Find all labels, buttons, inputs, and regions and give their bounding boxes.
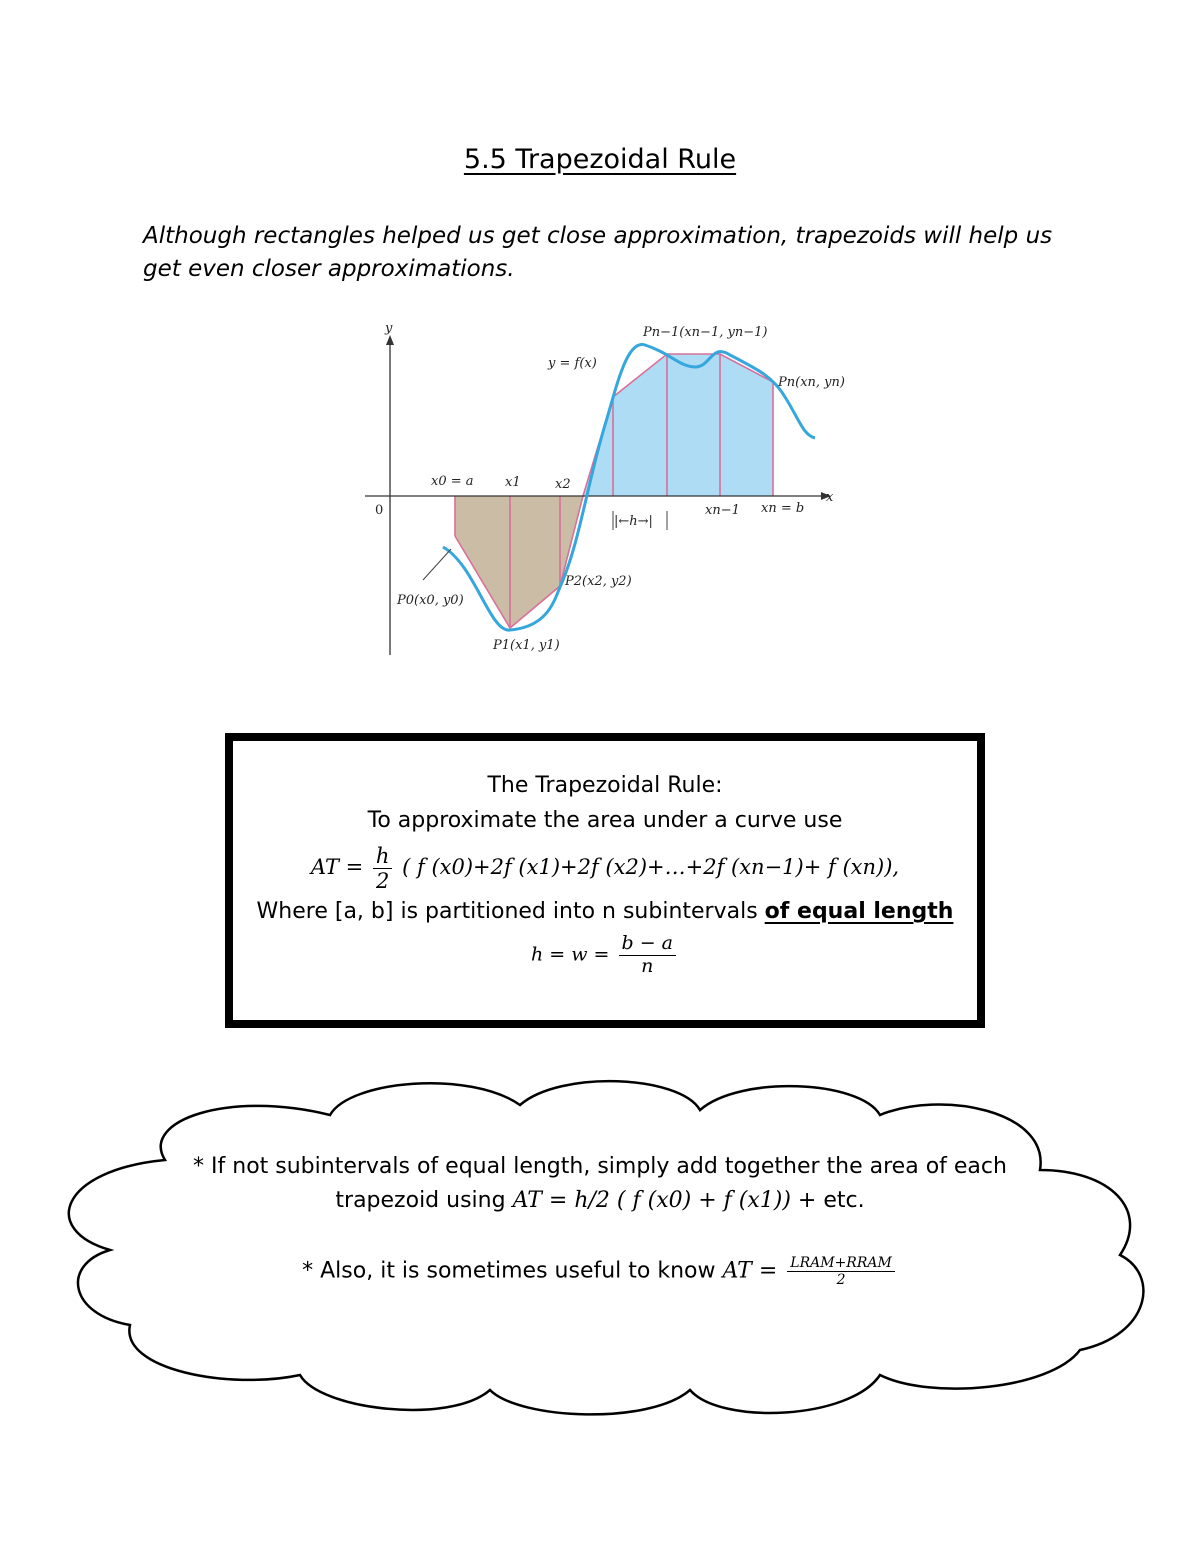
label-p-n: Pn(xn, yn)	[778, 375, 845, 390]
note2-pre: * Also, it is sometimes useful to know	[302, 1258, 716, 1284]
where-text: Where [a, b] is partitioned into n subintervals	[256, 899, 758, 924]
tick-x1: x1	[505, 475, 521, 490]
rule-heading: The Trapezoidal Rule:	[487, 773, 723, 798]
formula-fraction	[373, 844, 393, 893]
h-lhs: h = w =	[530, 943, 610, 966]
tick-x-n: xn = b	[761, 501, 805, 516]
trapezoid-figure	[355, 315, 855, 660]
curve-label: y = f(x)	[548, 356, 597, 371]
h-definition	[233, 933, 977, 978]
note1-line2	[140, 1184, 1060, 1218]
note2-fraction	[787, 1255, 895, 1288]
note1-formula: AT = h/2 ( f (x0) + f (x1))	[512, 1188, 791, 1213]
y-axis-label: y	[385, 321, 393, 336]
tick-x-n-minus-1: xn−1	[705, 503, 740, 518]
trapezoidal-rule-box	[225, 733, 985, 1028]
rule-subheading: To approximate the area under a curve use	[367, 808, 843, 833]
page-title: 5.5 Trapezoidal Rule	[463, 144, 737, 175]
intro-paragraph: Although rectangles helped us get close approximation, trapezoids will help us get even closer approximations.	[143, 223, 1053, 282]
origin-label: 0	[375, 503, 384, 518]
h-frac-num: b − a	[619, 933, 677, 956]
formula-lhs: AT =	[310, 855, 364, 880]
x-axis-label: x	[826, 490, 834, 505]
note2-den: 2	[836, 1272, 846, 1289]
note1-line2-pre: trapezoid using	[335, 1188, 506, 1213]
formula-body: ( f (x0)+2f (x1)+2f (x2)+…+2f (xn−1)+ f (xn)),	[402, 855, 900, 880]
tick-x0: x0 = a	[431, 474, 474, 489]
cloud-note-lram-rram	[140, 1255, 1060, 1288]
positive-trapezoids	[583, 354, 773, 496]
note1-line1: * If not subintervals of equal length, simply add together the area of each	[193, 1154, 1007, 1179]
formula-frac-den: 2	[375, 869, 390, 894]
partition-statement	[233, 899, 977, 924]
cloud-callout	[0, 1060, 1200, 1440]
cloud-note-unequal	[140, 1150, 1060, 1218]
note2-num: LRAM+RRAM	[787, 1255, 895, 1272]
label-p-n-minus-1: Pn−1(xn−1, yn−1)	[643, 325, 768, 340]
tick-x2: x2	[555, 477, 571, 492]
note1-suffix: + etc.	[797, 1188, 865, 1213]
cloud-shape	[69, 1081, 1144, 1414]
negative-trapezoids	[455, 496, 583, 628]
p0-leader-line	[423, 549, 451, 580]
label-p1: P1(x1, y1)	[493, 638, 560, 653]
h-fraction	[619, 933, 677, 978]
trapezoid-formula	[233, 844, 977, 893]
label-p2: P2(x2, y2)	[565, 574, 632, 589]
equal-length-emphasis: of equal length	[764, 899, 954, 924]
h-marker: |←h→|	[614, 514, 653, 529]
label-p0: P0(x0, y0)	[397, 593, 464, 608]
note2-lhs: AT =	[722, 1258, 778, 1284]
y-axis-arrow	[386, 335, 394, 345]
formula-frac-num: h	[373, 844, 393, 869]
h-frac-den: n	[641, 954, 654, 977]
